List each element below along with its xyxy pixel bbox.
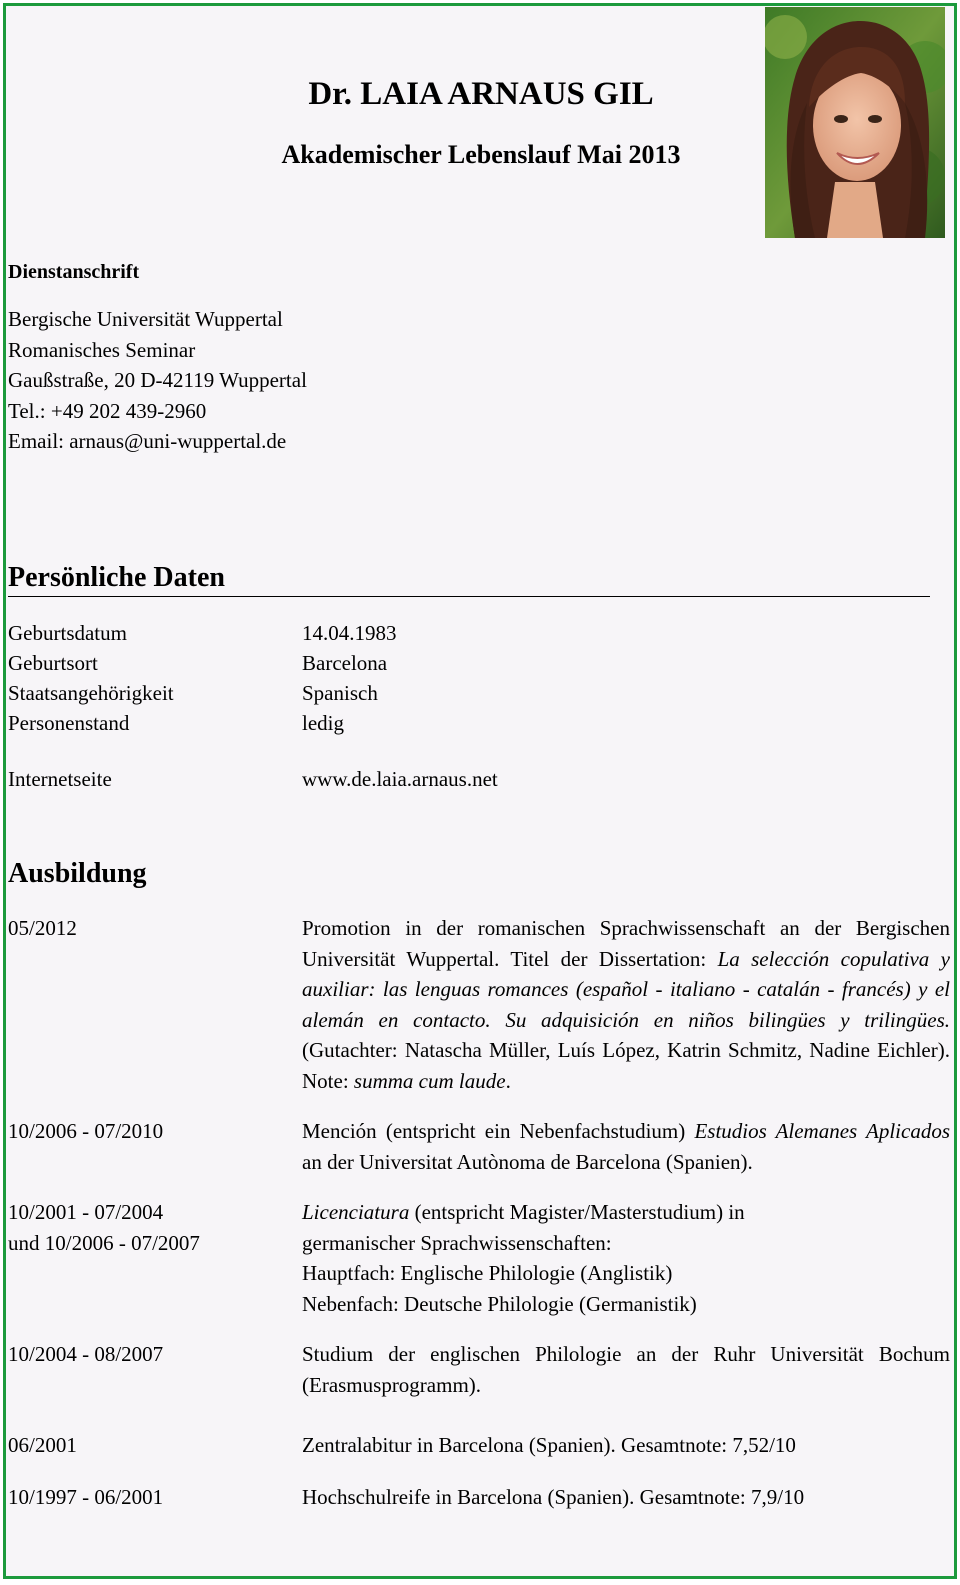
entry-text: Mención (entspricht ein Nebenfachstudium): [302, 1119, 695, 1143]
education-date: 10/1997 - 06/2001: [8, 1485, 164, 1509]
education-entry: Hochschulreife in Barcelona (Spanien). Gesamtnote: 7,9/10: [302, 1485, 805, 1509]
education-entry: [302, 913, 950, 1096]
date-line: und 10/2006 - 07/2007: [8, 1230, 200, 1255]
education-entry: [302, 1197, 950, 1319]
education-entry: [302, 1116, 950, 1177]
entry-text: germanischer Sprachwissenschaften:: [302, 1230, 612, 1255]
education-date: 06/2001: [8, 1433, 77, 1457]
person-name: Dr. LAIA ARNAUS GIL: [308, 76, 654, 112]
address-line: Romanisches Seminar: [8, 337, 196, 362]
personal-label: Geburtsort: [8, 651, 98, 675]
entry-text: Nebenfach: Deutsche Philologie (Germanistik): [302, 1291, 697, 1316]
personal-value: ledig: [302, 711, 344, 735]
website-value: www.de.laia.arnaus.net: [302, 767, 498, 791]
entry-text: (entspricht Magister/Masterstudium) in: [409, 1200, 745, 1224]
personal-value: Barcelona: [302, 651, 388, 675]
document-subtitle: Akademischer Lebenslauf Mai 2013: [281, 140, 681, 169]
personal-value: Spanisch: [302, 681, 378, 705]
address-heading: Dienstanschrift: [8, 261, 140, 283]
education-entry: [302, 1339, 950, 1400]
entry-text: Promotion in der romanischen Sprachwissenschaft an der Bergischen Universität Wuppertal. Titel der Dissertation:: [302, 916, 950, 971]
personal-label: Personenstand: [8, 711, 130, 735]
address-line: Bergische Universität Wuppertal: [8, 307, 283, 331]
portrait-image: [765, 7, 945, 238]
education-date: 10/2006 - 07/2010: [8, 1119, 164, 1143]
entry-text: Hauptfach: Englische Philologie (Anglistik): [302, 1261, 673, 1285]
personal-label: Geburtsdatum: [8, 621, 127, 645]
degree-name: Licenciatura: [302, 1200, 410, 1224]
address-line: Tel.: +49 202 439-2960: [8, 398, 207, 423]
entry-text: (Gutachter: Natascha Müller, Luís López, Katrin Schmitz, Nadine Eichler). Note:: [302, 1038, 950, 1093]
personal-value: 14.04.1983: [302, 621, 397, 645]
email-line: Email: arnaus@uni-wuppertal.de: [8, 429, 287, 453]
education-heading: Ausbildung: [8, 858, 147, 889]
education-entry: Zentralabitur in Barcelona (Spanien). Gesamtnote: 7,52/10: [302, 1433, 796, 1457]
education-date: 10/2004 - 08/2007: [8, 1342, 164, 1366]
entry-text: Studium der englischen Philologie an der Ruhr Universität Bochum (Erasmusprogramm).: [302, 1342, 950, 1397]
address-block: [8, 304, 608, 457]
dissertation-title: La selección copulativa y auxiliar: las lenguas romances (español - italiano - catalán - francés) y el alemán en contacto. Su adquisición en niños bilingües y trilingües.: [302, 946, 950, 1032]
cv-page: [3, 3, 957, 1579]
program-name: Estudios Alemanes Aplicados: [694, 1119, 951, 1143]
date-line: 10/2001 - 07/2004: [8, 1200, 164, 1224]
education-date: [8, 1197, 298, 1258]
profile-photo: [765, 7, 945, 238]
personal-label: Internetseite: [8, 767, 112, 791]
education-date: 05/2012: [8, 916, 77, 940]
section-divider: [8, 596, 930, 597]
personal-label: Staatsangehörigkeit: [8, 681, 174, 705]
entry-text: .: [505, 1068, 511, 1093]
entry-text: an der Universitat Autònoma de Barcelona (Spanien).: [302, 1149, 753, 1174]
personal-data-heading: Persönliche Daten: [8, 562, 225, 593]
grade-text: summa cum laude: [353, 1068, 506, 1093]
address-line: Gaußstraße, 20 D-42119 Wuppertal: [8, 368, 307, 392]
